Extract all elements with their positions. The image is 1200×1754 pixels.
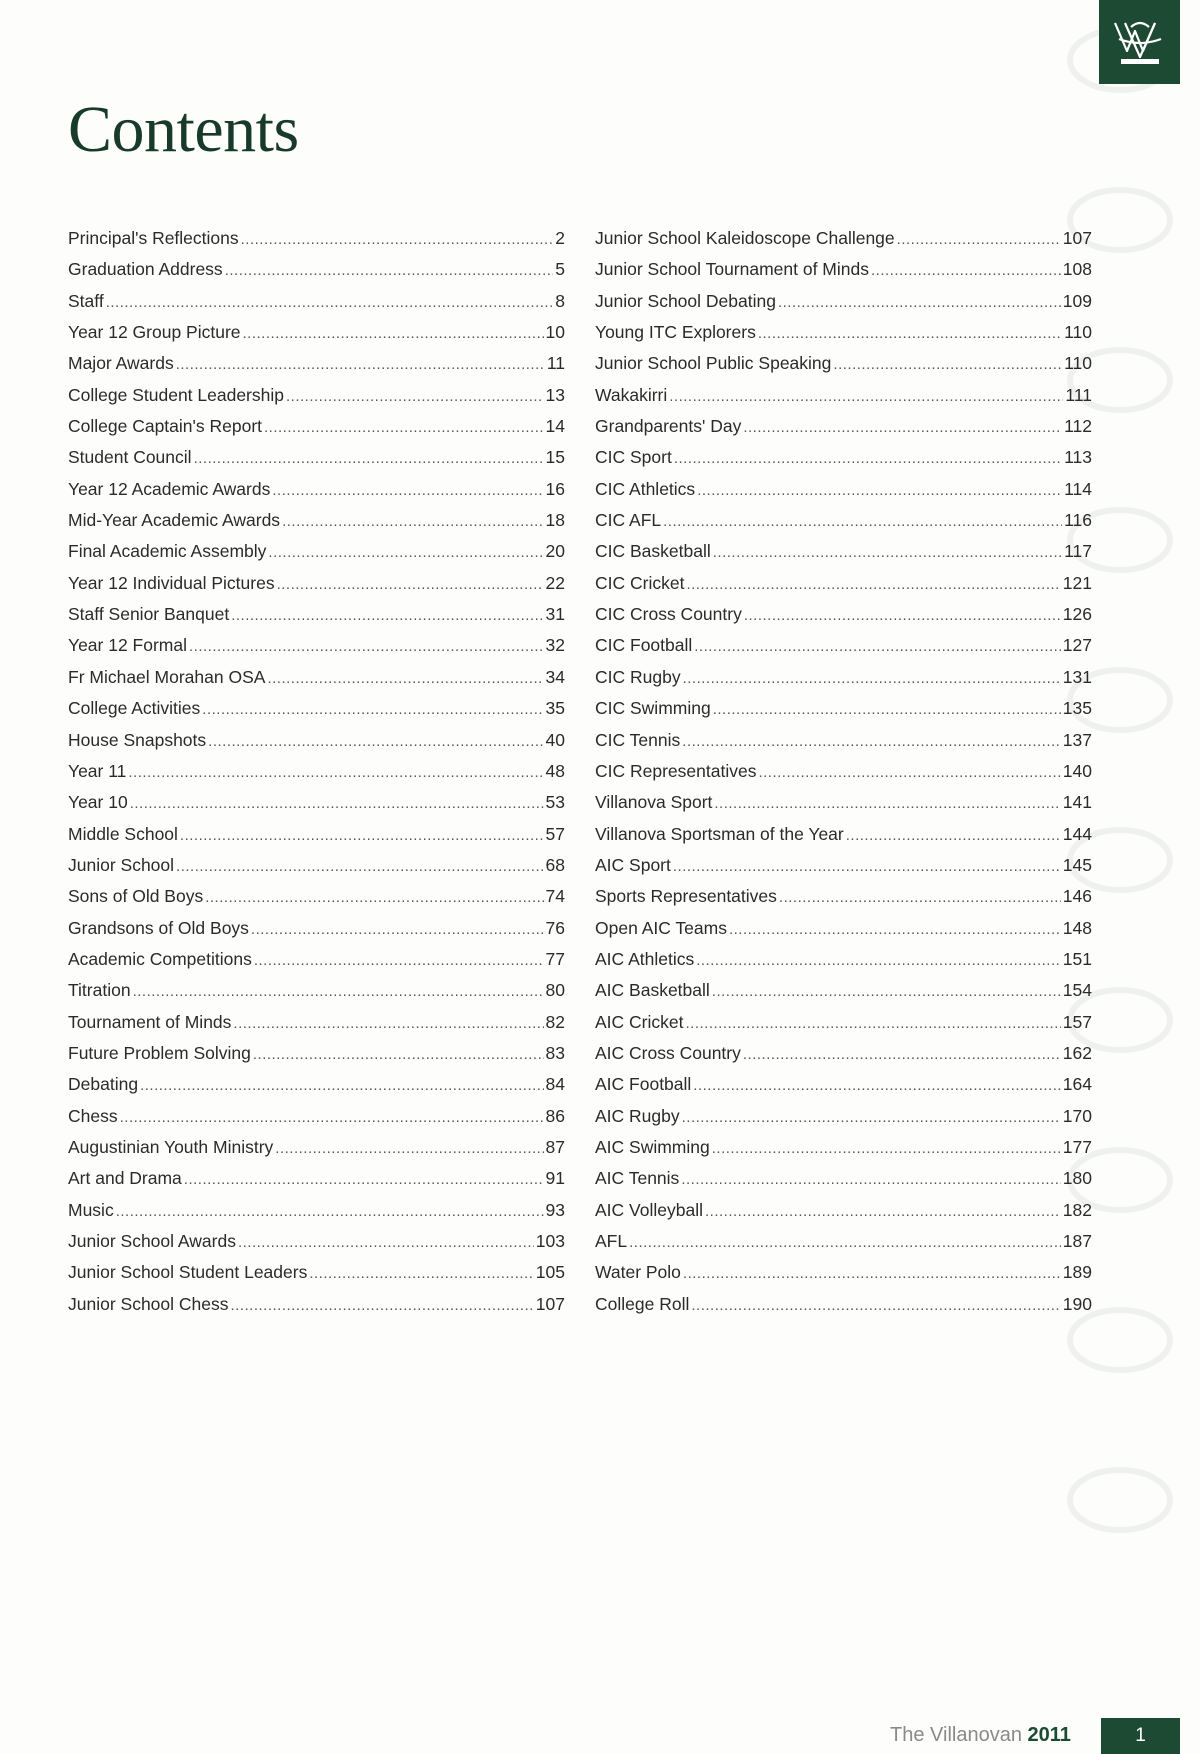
toc-leader-dots [176,356,545,373]
villanova-crest-icon [1111,17,1169,67]
toc-entry-page: 84 [545,1074,565,1095]
toc-entry [68,949,565,980]
toc-entry [68,855,565,886]
toc-leader-dots [202,701,543,718]
toc-entry [595,1043,1092,1074]
toc-column-left [68,228,565,1325]
toc-entry-label: College Captain's Report [68,416,263,437]
toc-entry-page: 180 [1062,1168,1092,1189]
toc-entry-label: Middle School [68,823,178,844]
toc-leader-dots [682,1109,1061,1126]
toc-leader-dots [685,1015,1060,1032]
toc-entry-label: Wakakirri [595,384,668,405]
toc-leader-dots [673,858,1061,875]
toc-leader-dots [268,544,543,561]
toc-entry-page: 77 [545,948,565,969]
toc-entry-page: 190 [1062,1293,1092,1314]
toc-entry-page: 117 [1064,541,1092,562]
toc-entry-page: 11 [546,353,565,374]
toc-leader-dots [697,482,1062,499]
toc-entry [68,1074,565,1105]
toc-leader-dots [272,482,543,499]
toc-entry-label: CIC Tennis [595,729,681,750]
toc-entry-label: Young ITC Explorers [595,322,756,343]
toc-entry-page: 5 [555,259,565,280]
toc-entry [68,604,565,635]
toc-entry [68,479,565,510]
toc-entry-page: 182 [1062,1199,1092,1220]
toc-leader-dots [205,889,543,906]
toc-entry-label: Grandsons of Old Boys [68,917,249,938]
toc-entry-page: 68 [545,854,565,875]
toc-leader-dots [729,921,1061,938]
toc-entry [595,855,1092,886]
page-number: 1 [1101,1718,1180,1754]
toc-entry-page: 113 [1064,447,1092,468]
toc-entry [68,761,565,792]
toc-entry [68,698,565,729]
toc-entry-label: Academic Competitions [68,948,252,969]
toc-entry-page: 189 [1062,1262,1092,1283]
toc-leader-dots [743,1046,1061,1063]
toc-leader-dots [897,231,1061,248]
toc-entry [68,322,565,353]
toc-leader-dots [264,419,544,436]
toc-leader-dots [686,576,1060,593]
toc-entry-page: 83 [545,1042,565,1063]
toc-entry [68,1043,565,1074]
toc-entry-label: Junior School Public Speaking [595,353,832,374]
toc-entry [595,792,1092,823]
toc-entry-label: AIC Volleyball [595,1199,703,1220]
toc-entry [68,824,565,855]
toc-entry-page: 145 [1062,854,1092,875]
toc-leader-dots [871,262,1061,279]
toc-entry [595,1137,1092,1168]
toc-entry [595,510,1092,541]
toc-leader-dots [629,1234,1061,1251]
toc-entry [595,1294,1092,1325]
toc-entry-label: CIC Cross Country [595,604,742,625]
toc-entry [595,291,1092,322]
toc-leader-dots [282,513,543,530]
toc-leader-dots [231,607,543,624]
toc-entry-page: 93 [545,1199,565,1220]
toc-entry [595,479,1092,510]
toc-entry-label: Villanova Sport [595,792,713,813]
toc-leader-dots [194,450,544,467]
toc-entry [595,886,1092,917]
toc-entry-label: Junior School Chess [68,1293,229,1314]
toc-entry [595,573,1092,604]
toc-entry-page: 154 [1062,980,1092,1001]
toc-leader-dots [309,1265,533,1282]
toc-entry [595,698,1092,729]
toc-entry-label: CIC Swimming [595,698,711,719]
toc-leader-dots [663,513,1062,530]
toc-entry-page: 110 [1064,353,1092,374]
toc-entry [595,730,1092,761]
toc-entry-page: 170 [1062,1105,1092,1126]
toc-entry [68,667,565,698]
toc-entry-page: 35 [545,698,565,719]
toc-leader-dots [128,764,543,781]
toc-leader-dots [713,701,1061,718]
toc-column-right [595,228,1092,1325]
toc-entry-label: Chess [68,1105,118,1126]
toc-entry-label: College Roll [595,1293,690,1314]
toc-entry [68,635,565,666]
toc-entry-page: 15 [545,447,565,468]
toc-entry [595,980,1092,1011]
toc-entry-page: 148 [1062,917,1092,938]
toc-leader-dots [744,607,1061,624]
toc-entry-page: 109 [1062,290,1092,311]
toc-entry-page: 18 [545,510,565,531]
toc-entry-label: Year 12 Formal [68,635,187,656]
toc-leader-dots [694,638,1061,655]
toc-leader-dots [184,1171,544,1188]
toc-entry [68,447,565,478]
toc-entry-label: Junior School Student Leaders [68,1262,308,1283]
toc-entry [595,635,1092,666]
toc-entry [68,918,565,949]
toc-leader-dots [243,325,544,342]
toc-entry [595,949,1092,980]
toc-entry-label: Junior School Kaleidoscope Challenge [595,228,895,248]
toc-leader-dots [238,1234,534,1251]
toc-leader-dots [176,858,543,875]
toc-leader-dots [225,262,554,279]
toc-leader-dots [133,983,544,1000]
toc-leader-dots [779,889,1061,906]
toc-entry-page: 76 [545,917,565,938]
toc-entry-label: AIC Athletics [595,948,695,969]
toc-leader-dots [208,733,543,750]
toc-entry [68,1231,565,1262]
toc-entry-page: 74 [545,886,565,907]
toc-entry-page: 80 [545,980,565,1001]
toc-entry [68,385,565,416]
toc-entry [595,1231,1092,1262]
toc-entry [68,792,565,823]
toc-entry-page: 144 [1062,823,1092,844]
toc-entry [68,228,565,259]
toc-entry-page: 151 [1062,948,1092,969]
toc-entry-page: 112 [1064,416,1092,437]
toc-entry [68,1200,565,1231]
toc-entry-label: Year 12 Group Picture [68,322,241,343]
toc-leader-dots [251,921,544,938]
page-title: Contents [68,93,299,166]
toc-leader-dots [705,1203,1061,1220]
toc-entry-label: Art and Drama [68,1168,182,1189]
toc-entry [595,541,1092,572]
toc-entry [595,385,1092,416]
toc-entry-page: 8 [555,290,565,311]
toc-entry [68,1106,565,1137]
toc-entry-label: CIC Basketball [595,541,711,562]
toc-entry-label: AIC Swimming [595,1136,710,1157]
toc-entry-page: 91 [545,1168,565,1189]
toc-entry-label: AIC Cross Country [595,1042,741,1063]
toc-entry [68,291,565,322]
toc-leader-dots [712,1140,1061,1157]
toc-entry-label: Debating [68,1074,139,1095]
toc-leader-dots [130,795,544,812]
toc-entry-page: 16 [545,478,565,499]
toc-entry-label: Future Problem Solving [68,1042,251,1063]
toc-entry-label: Villanova Sportsman of the Year [595,823,844,844]
toc-entry [68,980,565,1011]
toc-entry-label: Staff Senior Banquet [68,604,230,625]
toc-entry-label: Final Academic Assembly [68,541,267,562]
toc-entry-page: 121 [1062,572,1092,593]
toc-leader-dots [231,1297,534,1314]
toc-entry-page: 108 [1062,259,1092,280]
toc-entry-label: College Student Leadership [68,384,284,405]
toc-entry-label: CIC Cricket [595,572,685,593]
toc-leader-dots [140,1077,543,1094]
toc-entry [595,1262,1092,1293]
toc-entry-page: 20 [545,541,565,562]
toc-entry [595,353,1092,384]
toc-leader-dots [180,827,544,844]
toc-entry-label: CIC Football [595,635,693,656]
toc-entry [68,510,565,541]
toc-entry-label: Principal's Reflections [68,228,239,248]
toc-entry-page: 14 [545,416,565,437]
toc-entry-page: 157 [1062,1011,1092,1032]
toc-entry-label: AIC Rugby [595,1105,680,1126]
toc-entry [595,1200,1092,1231]
toc-entry-label: House Snapshots [68,729,207,750]
toc-entry-page: 2 [555,228,565,248]
toc-leader-dots [758,325,1062,342]
toc-entry [68,1168,565,1199]
toc-entry [68,541,565,572]
toc-leader-dots [846,827,1061,844]
toc-entry-page: 187 [1062,1231,1092,1251]
toc-entry-label: Year 10 [68,792,128,813]
table-of-contents [68,228,1092,1325]
toc-entry-label: Water Polo [595,1262,681,1283]
toc-entry [595,322,1092,353]
toc-leader-dots [286,388,544,405]
toc-entry-page: 135 [1062,698,1092,719]
toc-leader-dots [691,1297,1060,1314]
toc-entry-page: 10 [545,322,565,343]
toc-leader-dots [267,670,543,687]
toc-entry-page: 177 [1062,1136,1092,1157]
toc-entry [595,447,1092,478]
school-logo [1099,0,1180,84]
toc-leader-dots [116,1203,544,1220]
toc-entry [595,761,1092,792]
toc-entry [595,918,1092,949]
toc-entry-page: 107 [1062,228,1092,248]
toc-entry-label: AIC Cricket [595,1011,684,1032]
toc-entry-label: CIC Athletics [595,478,696,499]
toc-entry-page: 22 [545,572,565,593]
toc-entry-page: 32 [545,635,565,656]
toc-leader-dots [189,638,544,655]
toc-entry-page: 141 [1062,792,1092,813]
toc-leader-dots [682,733,1061,750]
toc-entry-page: 110 [1064,322,1092,343]
toc-leader-dots [743,419,1062,436]
toc-leader-dots [693,1077,1061,1094]
toc-entry-page: 82 [545,1011,565,1032]
toc-entry [68,1294,565,1325]
toc-entry-page: 57 [545,823,565,844]
toc-leader-dots [120,1109,544,1126]
toc-entry-page: 86 [545,1105,565,1126]
toc-entry-page: 13 [545,384,565,405]
toc-entry-page: 131 [1062,666,1092,687]
toc-entry [595,228,1092,259]
toc-entry-label: Staff [68,290,104,311]
toc-entry [68,886,565,917]
toc-entry-label: Year 12 Academic Awards [68,478,271,499]
publication-name: The Villanovan [890,1724,1022,1746]
toc-entry-label: Tournament of Minds [68,1011,232,1032]
toc-entry-label: Junior School [68,854,175,875]
toc-leader-dots [241,231,554,248]
toc-entry [68,1012,565,1043]
toc-entry-label: Junior School Awards [68,1231,236,1251]
toc-entry [595,824,1092,855]
toc-entry-label: CIC Sport [595,447,672,468]
toc-entry [68,730,565,761]
toc-entry-label: AIC Tennis [595,1168,680,1189]
toc-entry-page: 137 [1062,729,1092,750]
toc-entry-label: AIC Football [595,1074,692,1095]
toc-entry-label: AIC Sport [595,854,671,875]
toc-leader-dots [253,1046,544,1063]
toc-entry [595,1168,1092,1199]
toc-entry-label: Junior School Tournament of Minds [595,259,869,280]
toc-entry [68,573,565,604]
toc-entry-page: 107 [535,1293,565,1314]
toc-entry [595,416,1092,447]
toc-entry [68,259,565,290]
toc-entry-page: 34 [545,666,565,687]
toc-entry-page: 116 [1064,510,1092,531]
toc-entry-label: AFL [595,1231,628,1251]
toc-leader-dots [683,670,1061,687]
toc-entry-label: Titration [68,980,131,1001]
toc-entry-page: 114 [1064,478,1092,499]
toc-entry [595,1106,1092,1137]
toc-entry-page: 48 [545,760,565,781]
toc-entry-label: Year 11 [68,760,127,781]
toc-entry-label: CIC AFL [595,510,662,531]
toc-entry-page: 31 [545,604,565,625]
toc-leader-dots [713,544,1062,561]
toc-entry-page: 126 [1062,604,1092,625]
publication-year: 2011 [1027,1724,1071,1746]
toc-leader-dots [683,1265,1061,1282]
toc-entry-page: 146 [1062,886,1092,907]
toc-entry [68,1137,565,1168]
toc-entry-label: Junior School Debating [595,290,776,311]
toc-leader-dots [833,356,1062,373]
toc-entry [68,1262,565,1293]
toc-entry-page: 162 [1062,1042,1092,1063]
toc-entry [595,1074,1092,1105]
toc-entry-label: Graduation Address [68,259,223,280]
toc-entry [595,259,1092,290]
toc-entry-label: CIC Representatives [595,760,757,781]
toc-entry [595,1012,1092,1043]
toc-entry-page: 127 [1062,635,1092,656]
toc-leader-dots [778,294,1061,311]
toc-leader-dots [233,1015,543,1032]
toc-entry-label: Sons of Old Boys [68,886,204,907]
toc-entry [68,353,565,384]
toc-leader-dots [712,983,1061,1000]
toc-leader-dots [277,576,544,593]
toc-entry-label: Fr Michael Morahan OSA [68,666,266,687]
toc-entry-label: Year 12 Individual Pictures [68,572,275,593]
toc-entry-label: Major Awards [68,353,174,374]
toc-entry-label: Sports Representatives [595,886,777,907]
toc-entry-page: 140 [1062,760,1092,781]
toc-entry-page: 103 [535,1231,565,1251]
toc-leader-dots [696,952,1061,969]
toc-entry-label: Mid-Year Academic Awards [68,510,281,531]
toc-entry-label: College Activities [68,698,201,719]
toc-leader-dots [681,1171,1060,1188]
toc-entry-page: 40 [545,729,565,750]
toc-entry [595,604,1092,635]
toc-leader-dots [669,388,1063,405]
toc-leader-dots [106,294,554,311]
toc-leader-dots [254,952,544,969]
toc-leader-dots [714,795,1060,812]
toc-entry-page: 105 [535,1262,565,1283]
toc-entry-label: Student Council [68,447,192,468]
toc-entry-label: CIC Rugby [595,666,681,687]
toc-entry-label: Music [68,1199,114,1220]
toc-leader-dots [674,450,1062,467]
toc-entry-page: 53 [545,792,565,813]
toc-entry-label: Grandparents' Day [595,416,742,437]
toc-entry [595,667,1092,698]
toc-leader-dots [275,1140,543,1157]
toc-entry-page: 164 [1062,1074,1092,1095]
toc-leader-dots [758,764,1060,781]
toc-entry [68,416,565,447]
toc-entry-label: Open AIC Teams [595,917,727,938]
footer-publication [890,1724,1071,1747]
toc-entry-page: 87 [545,1136,565,1157]
toc-entry-page: 111 [1065,384,1092,405]
toc-entry-label: AIC Basketball [595,980,710,1001]
toc-entry-label: Augustinian Youth Ministry [68,1136,274,1157]
